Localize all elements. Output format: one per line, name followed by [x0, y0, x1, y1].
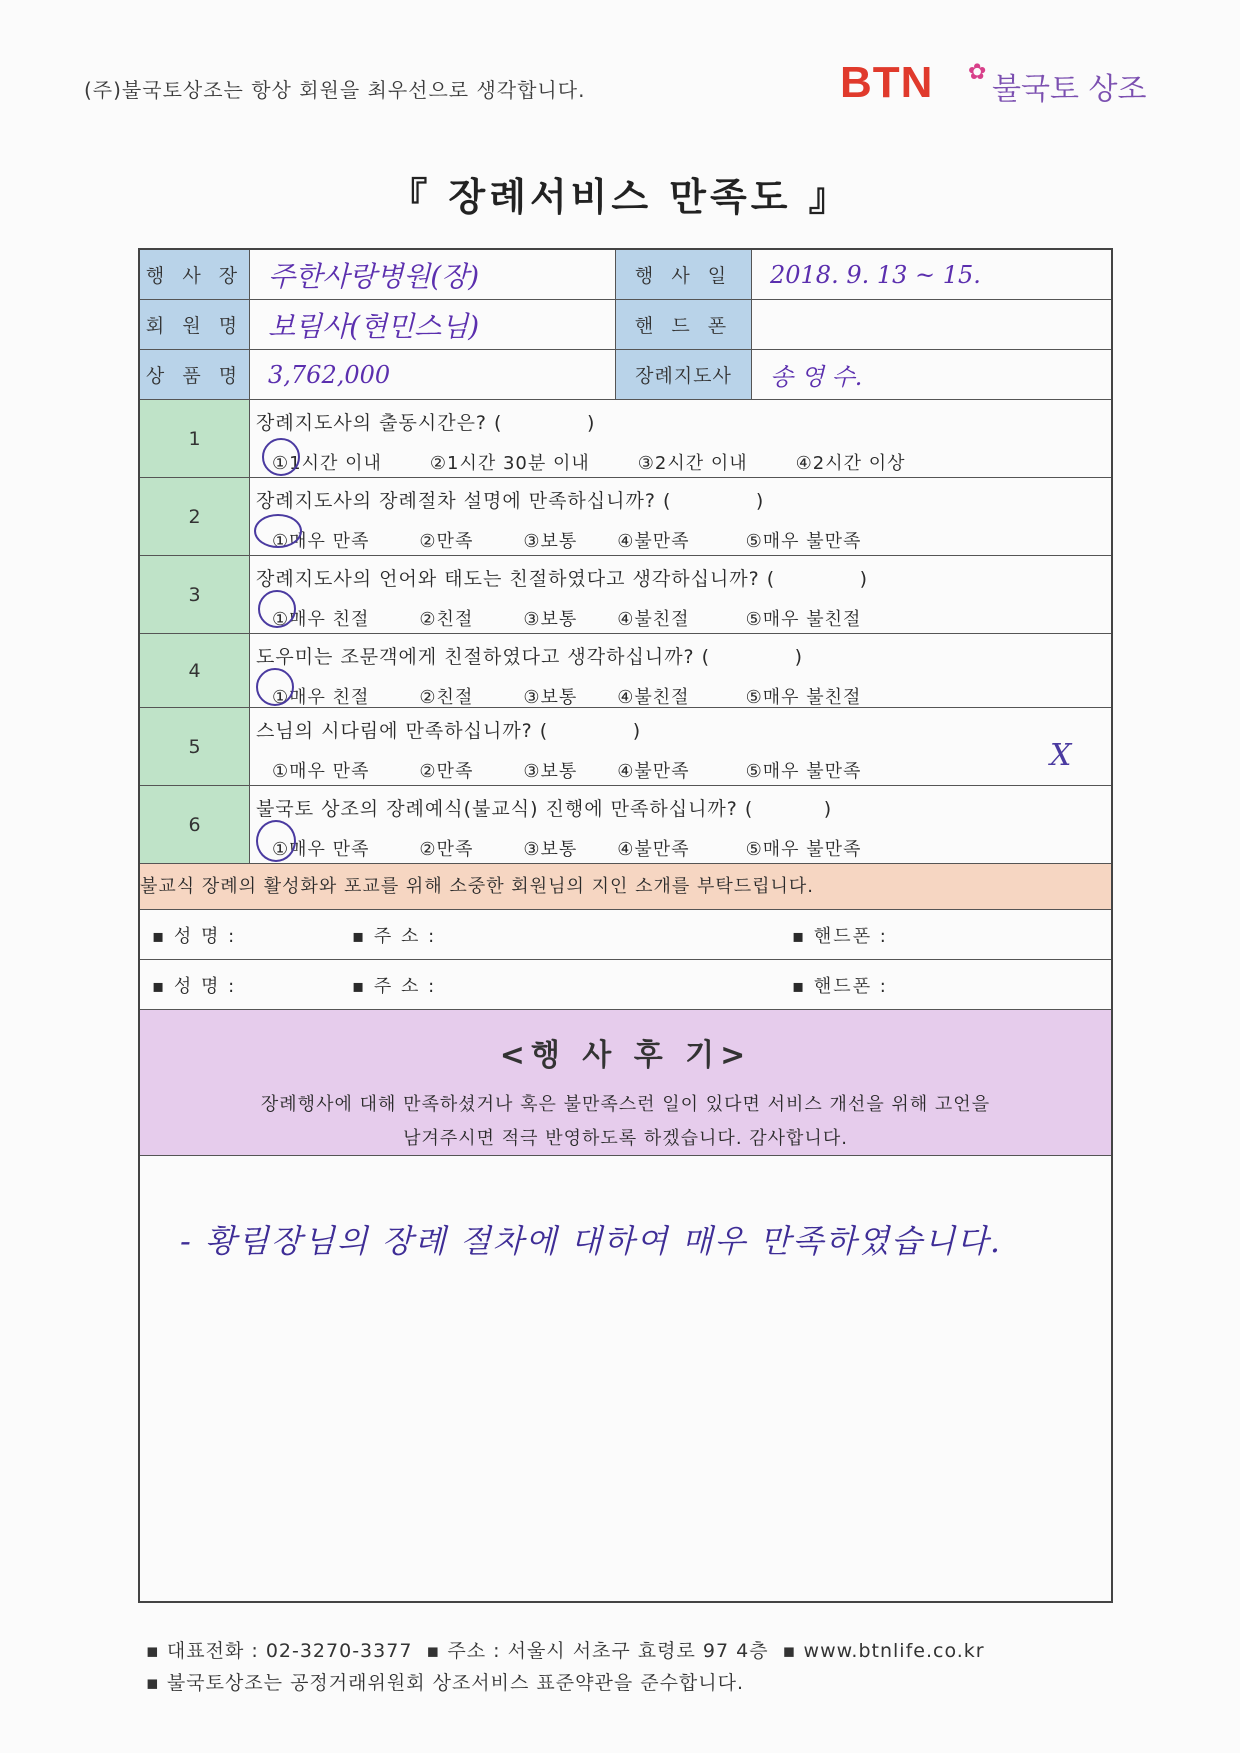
option-5[interactable]: ⑤매우 불만족	[745, 839, 862, 860]
question-row-3	[140, 556, 1111, 634]
question-number: 4	[140, 634, 250, 707]
referral-row-2	[140, 960, 1111, 1010]
review-comment-text: - 황림장님의 장례 절차에 대하여 매우 만족하였습니다.	[180, 1222, 1003, 1260]
review-desc-line2: 남겨주시면 적극 반영하도록 하겠습니다. 감사합니다.	[403, 1128, 848, 1149]
option-1[interactable]: ①매우 친절	[272, 687, 370, 708]
selected-circle-mark	[254, 514, 302, 548]
question-body	[250, 708, 1111, 785]
answer-options	[256, 835, 1111, 861]
question-row-2	[140, 478, 1111, 556]
director-label: 장례지도사	[616, 350, 752, 399]
option-5[interactable]: ⑤매우 불만족	[745, 761, 862, 782]
survey-form	[138, 248, 1113, 1603]
product-label: 상 품 명	[140, 350, 250, 399]
question-row-4	[140, 634, 1111, 708]
question-row-5	[140, 708, 1111, 786]
referral-name-label[interactable]: ▪ 성 명 :	[152, 975, 237, 997]
x-mark: X	[1050, 738, 1072, 773]
date-label: 행 사 일	[616, 250, 752, 299]
question-text: 장례지도사의 출동시간은? ( )	[256, 412, 596, 434]
phone-value[interactable]	[752, 300, 1111, 349]
review-desc-line1: 장례행사에 대해 만족하셨거나 혹은 불만족스런 일이 있다면 서비스 개선을 위해 고언을	[260, 1094, 991, 1115]
selected-circle-mark	[258, 590, 296, 628]
question-body	[250, 786, 1111, 863]
logo-btn-text: BTN	[840, 58, 934, 107]
referral-notice: 불교식 장례의 활성화와 포교를 위해 소중한 회원님의 지인 소개를 부탁드립니다.	[140, 864, 1111, 910]
option-4[interactable]: ④불만족	[617, 531, 690, 552]
referral-row-1	[140, 910, 1111, 960]
option-2[interactable]: ②친절	[419, 609, 474, 630]
option-5[interactable]: ⑤매우 불친절	[745, 687, 862, 708]
option-4[interactable]: ④불친절	[617, 687, 690, 708]
option-1[interactable]: ①매우 친절	[272, 609, 370, 630]
option-5[interactable]: ⑤매우 불만족	[745, 531, 862, 552]
question-text: 도우미는 조문객에게 친절하였다고 생각하십니까? ( )	[256, 646, 803, 668]
option-4[interactable]: ④불친절	[617, 609, 690, 630]
question-row-1	[140, 400, 1111, 478]
review-comment-area[interactable]	[140, 1156, 1111, 1601]
option-3[interactable]: ③보통	[523, 687, 578, 708]
selected-circle-mark	[256, 668, 294, 706]
question-number: 3	[140, 556, 250, 633]
referral-address-label[interactable]: ▪ 주 소 :	[352, 975, 437, 997]
info-row-venue	[140, 250, 1111, 300]
option-1[interactable]: ①매우 만족	[272, 531, 370, 552]
answer-options	[256, 757, 1111, 783]
venue-label: 행 사 장	[140, 250, 250, 299]
company-logo	[840, 58, 1170, 118]
footer-notice: ▪ 불국토상조는 공정거래위원회 상조서비스 표준약관을 준수합니다.	[146, 1672, 745, 1694]
option-1[interactable]: ①1시간 이내	[272, 453, 382, 474]
referral-phone-label[interactable]: ▪ 핸드폰 :	[792, 925, 888, 947]
director-value[interactable]: 송 영 수.	[770, 363, 863, 391]
selected-circle-mark	[256, 820, 296, 862]
question-body	[250, 556, 1111, 633]
option-2[interactable]: ②만족	[419, 531, 474, 552]
review-description	[140, 1088, 1111, 1156]
question-number: 6	[140, 786, 250, 863]
question-number: 5	[140, 708, 250, 785]
option-4[interactable]: ④2시간 이상	[795, 453, 906, 474]
option-2[interactable]: ②친절	[419, 687, 474, 708]
option-1[interactable]: ①매우 만족	[272, 839, 370, 860]
review-heading: <행 사 후 기>	[499, 1038, 752, 1073]
header-tagline: (주)불국토상조는 항상 회원을 최우선으로 생각합니다.	[84, 78, 586, 102]
referral-name-label[interactable]: ▪ 성 명 :	[152, 925, 237, 947]
option-3[interactable]: ③보통	[523, 531, 578, 552]
product-value[interactable]: 3,762,000	[250, 350, 616, 399]
review-section	[140, 1010, 1111, 1156]
logo-brand-text: 불국토 상조	[992, 72, 1147, 107]
page-title: 『 장례서비스 만족도 』	[389, 175, 851, 219]
info-row-product	[140, 350, 1111, 400]
question-number: 1	[140, 400, 250, 477]
member-label: 회 원 명	[140, 300, 250, 349]
option-3[interactable]: ③보통	[523, 761, 578, 782]
question-body	[250, 400, 1111, 477]
date-value[interactable]: 2018. 9. 13 ~ 15.	[770, 260, 981, 289]
question-body	[250, 634, 1111, 707]
phone-label: 핸 드 폰	[616, 300, 752, 349]
info-row-member	[140, 300, 1111, 350]
question-text: 불국토 상조의 장례예식(불교식) 진행에 만족하십니까? ( )	[256, 798, 833, 820]
answer-options	[256, 449, 1111, 475]
option-1[interactable]: ①매우 만족	[272, 761, 370, 782]
option-4[interactable]: ④불만족	[617, 839, 690, 860]
option-2[interactable]: ②만족	[419, 839, 474, 860]
question-number: 2	[140, 478, 250, 555]
member-value[interactable]: 보림사(현민스님)	[250, 300, 616, 349]
option-3[interactable]: ③보통	[523, 839, 578, 860]
referral-phone-label[interactable]: ▪ 핸드폰 :	[792, 975, 888, 997]
question-text: 장례지도사의 언어와 태도는 친절하였다고 생각하십니까? ( )	[256, 568, 869, 590]
option-2[interactable]: ②만족	[419, 761, 474, 782]
venue-value[interactable]: 주한사랑병원(장)	[250, 250, 616, 299]
answer-options	[256, 605, 1111, 631]
option-5[interactable]: ⑤매우 불친절	[745, 609, 862, 630]
answer-options	[256, 683, 1111, 709]
lotus-icon: ✿	[968, 60, 987, 85]
referral-address-label[interactable]: ▪ 주 소 :	[352, 925, 437, 947]
question-row-6	[140, 786, 1111, 864]
answer-options	[256, 527, 1111, 553]
question-text: 장례지도사의 장례절차 설명에 만족하십니까? ( )	[256, 490, 765, 512]
option-4[interactable]: ④불만족	[617, 761, 690, 782]
option-3[interactable]: ③2시간 이내	[637, 453, 748, 474]
option-2[interactable]: ②1시간 30분 이내	[429, 453, 590, 474]
question-text: 스님의 시다림에 만족하십니까? ( )	[256, 720, 642, 742]
question-body	[250, 478, 1111, 555]
selected-circle-mark	[262, 438, 300, 476]
footer-contact: ▪ 대표전화 : 02-3270-3377 ▪ 주소 : 서울시 서초구 효령로 97 4층 ▪ www.btnlife.co.kr	[146, 1640, 985, 1662]
option-3[interactable]: ③보통	[523, 609, 578, 630]
